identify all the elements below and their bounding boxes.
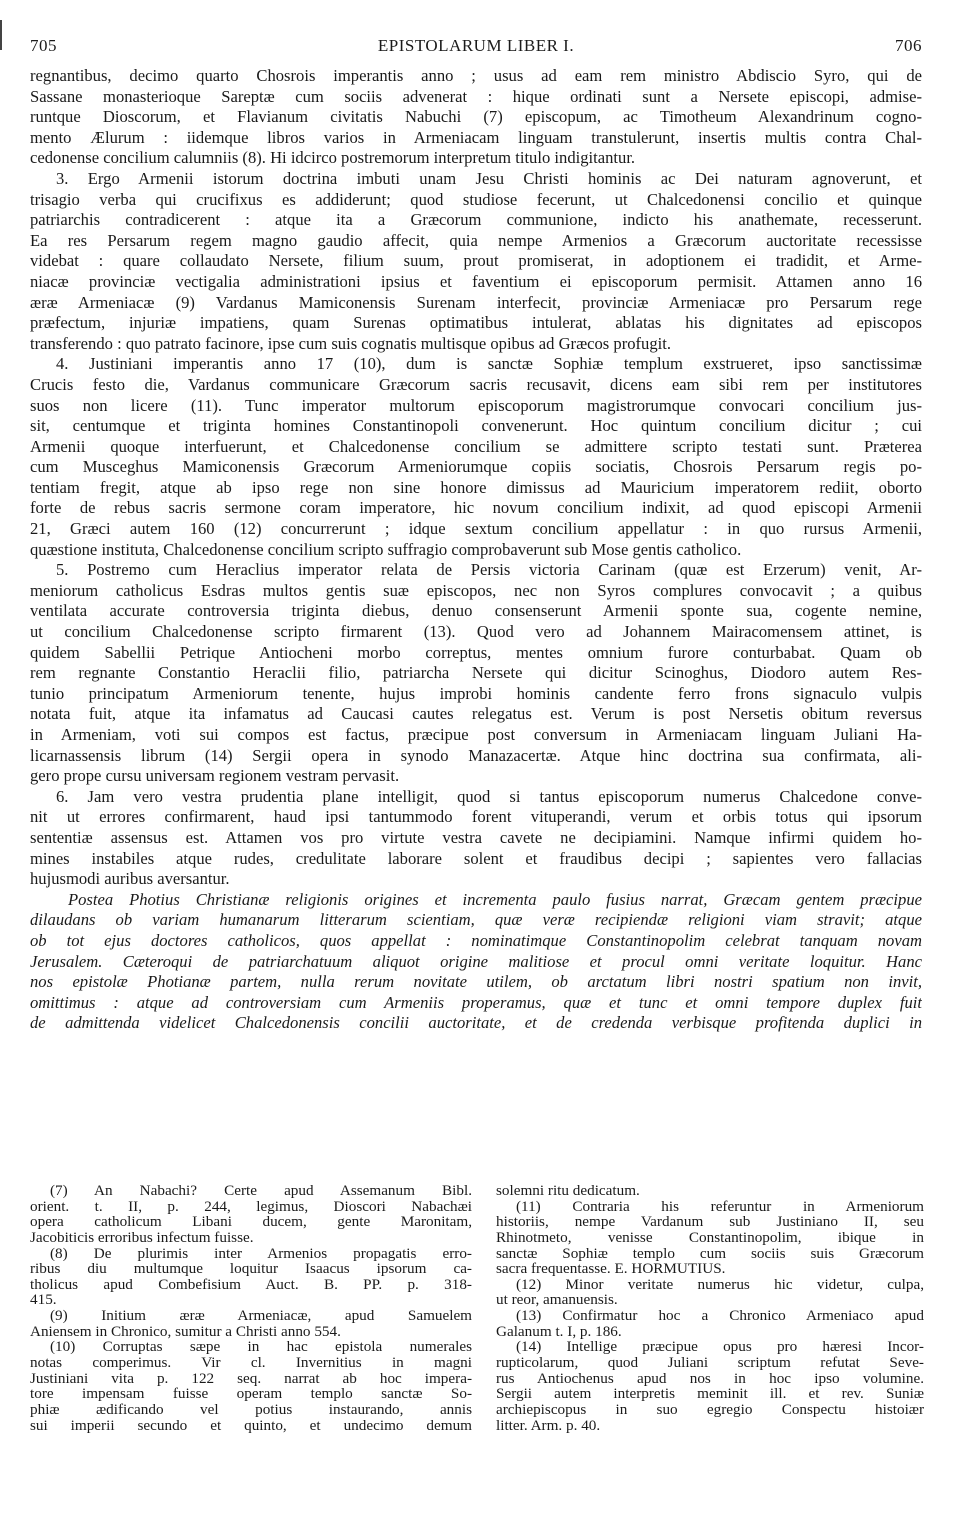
text-line: regnantibus, decimo quarto Chosrois imperantis anno ; usus ad eam rem ministro Abdiscio Syro, qui de	[30, 66, 922, 85]
text-line: videbat : quare collaudato Nersete, filium suum, prout promiserat, in adoptionem ei tradidit, et Arme-	[30, 251, 922, 271]
text-line: in Armeniam, voti sui compos est factus, præcipue post conversum in Armeniacam linguam Juliani Ha-	[30, 725, 922, 744]
footnote-line: notas comperimus. Vir cl. Invernitius in magni	[30, 1355, 472, 1371]
footnote-line: historiis, nempe Vardanum sub Justiniano II, seu	[496, 1214, 924, 1230]
footnote-line: (14) Intellige præcipue opus pro hæresi Incor-	[516, 1339, 924, 1356]
footnote-line: (9) Initium æræ Armeniacæ, apud Samuelem	[50, 1308, 472, 1324]
text-line: patriarchis contradicerent : atque ita a Græcorum communione, indicto his anathemate, recesserunt.	[30, 210, 922, 230]
footnote-line: sui imperii secundo et quinto, et undecimo demum	[30, 1417, 472, 1434]
footnote-line: (10) Corruptas sæpe in hac epistola numerales	[50, 1339, 472, 1356]
text-line: ut concilium Chalcedonense scripto firmarent (13). Quod vero ad Johannem Mairacomensem attinet, is	[30, 622, 922, 642]
text-line: cum Musceghus Mamiconensis Græcorum Armeniorumque copiis sociatis, Chosrois Persarum regis po-	[30, 457, 922, 477]
footnote-line: (13) Confirmatur hoc a Chronico Armeniaco apud	[516, 1308, 924, 1324]
main-text	[30, 66, 922, 1034]
footnotes-left-column	[30, 1183, 472, 1433]
text-line: notata fuit, atque ita infamatus ad Caucasi cautes relegatus est. Verum is post Nersetis obitum reversus	[30, 704, 922, 724]
text-line: Jerusalem. Cæteroqui de patriarchatuum aliquot origine malitiose et procul omni veritate loquitur. Hanc	[30, 951, 922, 971]
text-line: suos non licere (11). Tunc imperator multorum episcoporum magistrorumque convocari concilium jus-	[30, 395, 922, 415]
text-line: 4. Justiniani imperantis anno 17 (10), dum is sanctæ Sophiæ templum exstrueret, ipso sanctissimæ	[56, 354, 922, 374]
text-line: Ea res Persarum regem magno gaudio affecit, quia nempe Armenios a Græcorum auctoritate recessisse	[30, 230, 922, 250]
text-line: Crucis festo die, Vardanus communicare Græcorum sacris recusavit, dicens eam sibi rem per institutores	[30, 374, 922, 394]
text-line: gero prope cursu universam regionem vestram pervasit.	[30, 766, 400, 786]
text-line: tunio principatum Armeniorum tenente, hujus improbi hominis candente ferro frons signaculo vulpis	[30, 683, 922, 703]
text-line: niacæ provinciæ vectigalia administrationi ipsius et faventium ei episcoporum permisit. Attamen anno 16	[30, 271, 922, 291]
text-line: runtque Dioscorum, et Flavianum civitatis Nabuchi (7) episcopum, ac Timotheum Alexandrinum cogno-	[30, 107, 922, 127]
text-line: nos epistolæ Photianæ partem, nulla rerum novitate utilem, ob arctatum libri nostri spatium non invit,	[30, 972, 922, 992]
text-line: hujusmodi auribus aversantur.	[30, 869, 230, 889]
text-line: forte de rebus sacris sermone coram imperatore, hic novum concilium indixit, ad quod episcopi Armenii	[30, 498, 922, 518]
footnote-line: archiepiscopus in suo egregio Conspectu histoiær	[496, 1401, 924, 1418]
footnote-line: ut reor, amanuensis.	[496, 1292, 618, 1309]
text-line: cedonense concilium calumniis (8). Hi idcirco postremorum interpretum titulo indigitantur.	[30, 148, 636, 168]
footnote-line: (7) An Nabachi? Certe apud Assemanum Bibl.	[50, 1183, 472, 1199]
footnote-line: rus Antiochenus apud nos in hoc ipso volumine.	[496, 1370, 924, 1387]
running-header	[30, 36, 922, 58]
footnote-line: litter. Arm. p. 40.	[496, 1417, 601, 1434]
text-line: trisagio verba qui crucifixus es addiderunt; quod studiose fecerunt, ut Chalcedonensi concilio et quinque	[30, 189, 922, 209]
margin-rule	[0, 20, 2, 50]
text-line: 3. Ergo Armenii istorum doctrina imbuti unam Jesu Christi hominis ac Dei naturam agnoverunt, et	[56, 168, 922, 188]
footnote-line: tore impensam fuisse operam templo sanctæ So-	[30, 1386, 472, 1402]
page-number-right: 706	[895, 36, 922, 55]
footnote-line: Galanum t. I, p. 186.	[496, 1323, 622, 1340]
footnote-line: Jacobiticis erroribus infectum fuisse.	[30, 1229, 254, 1246]
text-line: Sassane monasterioque Sareptæ cum sociis advenerat : hique ordinati sunt a Nersete episcopi, admise-	[30, 86, 922, 106]
footnote-line: (12) Minor veritate numerus hic videtur, culpa,	[516, 1276, 924, 1293]
text-line: mento Ælurum : iidemque libros varios in Armeniacam linguam transtulerunt, insertis multis contra Chal-	[30, 127, 922, 147]
text-line: omittimus : atque ad controversiam cum Armeniis properamus, quæ et tunc et omni tempore duplex fuit	[30, 992, 922, 1012]
text-line: meniorum catholicus Esdras multos gentis suæ episcopos, nec non Syros complures convocavit ; a quibus	[30, 580, 922, 600]
footnote-line: sacra frequentasse. E. HORMUTIUS.	[496, 1261, 726, 1277]
running-title: EPISTOLARUM LIBER I.	[377, 36, 575, 55]
text-line: Postea Photius Christianæ religionis origines et incrementa paulo fusius narrat, Græcam gentem præcipue	[68, 889, 922, 909]
text-line: ventilata accurate controversia triginta diebus, denuo consenserunt Armenii sponte sua, cogente nemine,	[30, 601, 922, 621]
text-line: quæstione instituta, Chalcedonense concilium scripto suffragio comprobaverunt sub Mose gentis catholico.	[30, 539, 742, 559]
page-number-left: 705	[30, 36, 57, 55]
text-line: dilaudans ob variam humanarum litterarum scientiam, quæ veræ recipiendæ religioni viam stravit; atque	[30, 910, 922, 930]
text-line: æræ Armeniacæ (9) Vardanus Mamiconensis Surenam interfecit, provinciæ Armeniacæ pro Persarum rege	[30, 292, 922, 312]
text-line: tentiam fregit, atque ab ipso rege non sine honore dimissus ad Mauricium imperatorem rediit, oborto	[30, 477, 922, 497]
footnote-line: Rhinotmeto, venisse Constantinopolim, ibique in	[496, 1229, 924, 1246]
footnote-line: phiæ ædificando vel potius instaurando, annis	[30, 1401, 472, 1418]
footnote-line: (11) Contraria his referuntur in Armeniorum	[516, 1198, 924, 1215]
text-line: de admittenda videlicet Chalcedonensis concilii auctoritate, et de credenda verbisque profitenda duplici in	[30, 1013, 922, 1033]
footnote-line: ribus diu multumque loquitur Isaacus ipsorum ca-	[30, 1261, 472, 1277]
text-line: sententiæ assensus est. Attamen vos pro virtute vestra cavete ne decipiamini. Namque infirmi quidem ho-	[30, 827, 922, 847]
text-line: ob tot ejus doctores catholicos, quos appellat : nominatimque Constantinopolim celebrat tanquam novam	[30, 930, 922, 950]
text-line: rem regnante Constantio Heraclii filio, patriarcha Nersete qui dicitur Scinoghus, Diodoro autem Res-	[30, 663, 922, 683]
text-line: 21, Græci autem 160 (12) concurrerunt ; idque sextum concilium appellatur : in quo rursus Armenii,	[30, 519, 922, 539]
footnote-line: solemni ritu dedicatum.	[496, 1183, 640, 1199]
footnote-line: tholicus apud Combefisium Auct. B. PP. p. 318-	[30, 1276, 472, 1293]
text-line: licarnassensis librum (14) Sergii opera in synodo Manazacertæ. Atque hinc doctrina sua confirmata, ali-	[30, 745, 922, 765]
text-line: mines instabiles atque rudes, credulitate laborare solent et fraudibus decipi ; sapientes vero fallacias	[30, 848, 922, 868]
footnote-line: Sergii autem interpretis meminit ill. et rev. Suniæ	[496, 1386, 924, 1402]
text-line: 5. Postremo cum Heraclius imperator relata de Persis victoria Carinam (quæ est Erzerum) venit, Ar-	[56, 560, 922, 580]
text-line: transferendo : quo patrato facinore, ipse cum suis cognatis multisque opibus ad Græcos profugit.	[30, 333, 672, 353]
footnote-line: rupticolarum, quod Juliani scriptum refutat Seve-	[496, 1355, 924, 1371]
text-line: 6. Jam vero vestra prudentia plane intelligit, quod si tantus episcoporum numerus Chalcedone conve-	[56, 786, 922, 806]
footnote-line: Aniensem in Chronico, sumitur a Christi anno 554.	[30, 1323, 341, 1340]
text-line: quidem Sabellii Petrique Antiocheni morbo correptus, mentes omnium furore conturbabat. Quam ob	[30, 642, 922, 662]
footnote-line: 415.	[30, 1292, 57, 1309]
footnote-line: sanctæ Sophiæ templo cum sociis suis Græcorum	[496, 1245, 924, 1262]
footnote-line: orient. t. II, p. 244, legimus, Dioscori Nabachæi	[30, 1198, 472, 1215]
footnotes-right-column	[496, 1183, 924, 1433]
footnote-line: opera catholicum Libani ducem, gente Maronitam,	[30, 1214, 472, 1230]
text-line: sit, centumque et triginta homines Constantinopoli convenerunt. Hoc quintum concilium dicitur ; cui	[30, 416, 922, 436]
footnote-line: Justiniani vita p. 122 seq. narrat ab hoc impera-	[30, 1370, 472, 1387]
text-line: Armenii quoque interfuerunt, et Chalcedonense concilium se admittere scripto testati sunt. Præterea	[30, 436, 922, 456]
footnote-line: (8) De plurimis inter Armenios propagatis erro-	[50, 1245, 472, 1262]
text-line: præfectum, injuriæ impatiens, quam Surenas optimatibus intulerat, ablatas his dignitates ad episcopos	[30, 313, 922, 333]
text-line: nit ut errores confirmarent, haud ipsi tantummodo forent vituperandi, verum et orbis totus qui ipsorum	[30, 807, 922, 827]
